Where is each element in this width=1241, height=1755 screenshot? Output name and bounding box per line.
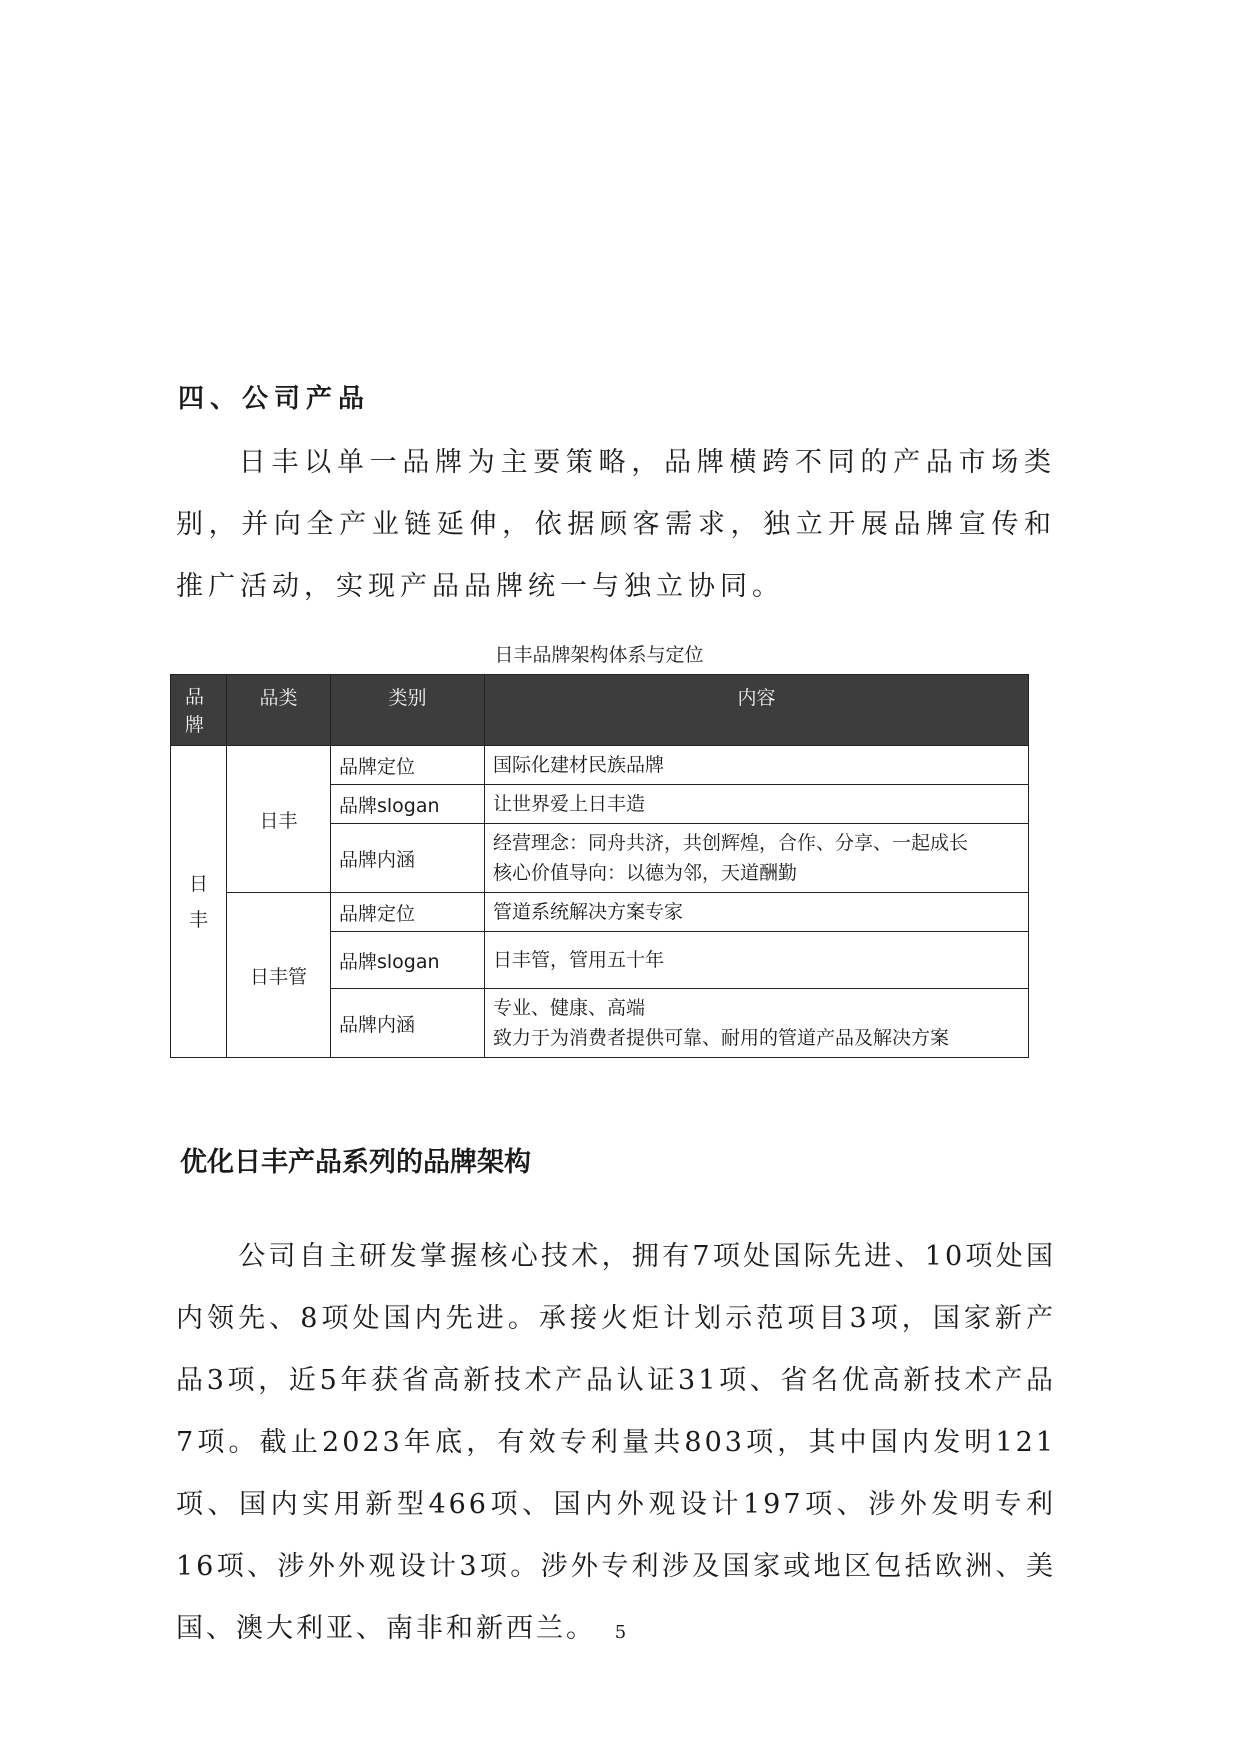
kind-cell: 品牌定位 — [331, 746, 485, 785]
table-row — [171, 893, 1029, 932]
content-line: 管道系统解决方案专家 — [493, 901, 684, 923]
intro-paragraph — [176, 432, 1056, 618]
content-cell — [485, 785, 1029, 824]
kind-cell: 品牌内涵 — [331, 824, 485, 893]
category-cell: 日丰管 — [227, 893, 331, 1058]
header-brand-line1: 品 — [185, 686, 205, 708]
brand-cell-line1: 日 — [189, 872, 209, 895]
content-line: 国际化建材民族品牌 — [493, 754, 665, 776]
section-heading: 四、公司产品 — [178, 384, 371, 414]
kind-cell: 品牌定位 — [331, 893, 485, 932]
content-line: 让世界爱上日丰造 — [493, 793, 646, 815]
content-line: 日丰管，管用五十年 — [493, 949, 665, 971]
table-row — [171, 746, 1029, 785]
content-cell — [485, 824, 1029, 893]
content-cell — [485, 989, 1029, 1058]
table-header-row — [171, 675, 1029, 746]
kind-cell: 品牌slogan — [331, 785, 485, 824]
content-cell — [485, 893, 1029, 932]
content-line: 致力于为消费者提供可靠、耐用的管道产品及解决方案 — [493, 1027, 950, 1049]
table-caption: 日丰品牌架构体系与定位 — [494, 644, 704, 666]
header-brand — [171, 675, 227, 746]
header-content: 内容 — [485, 675, 1029, 746]
content-line: 经营理念：同舟共济，共创辉煌，合作、分享、一起成长 — [493, 832, 969, 854]
brand-cell-line2: 丰 — [189, 908, 209, 931]
intro-text: 日丰以单一品牌为主要策略，品牌横跨不同的产品市场类别，并向全产业链延伸，依据顾客需求，独立开展品牌宣传和推广活动，实现产品品牌统一与独立协同。 — [176, 447, 1056, 602]
body-text: 公司自主研发掌握核心技术，拥有7项处国际先进、10项处国内领先、8项处国内先进。承接火炬计划示范项目3项，国家新产品3项，近5年获省高新技术产品认证31项、省名优高新技术产品7项。截止2023年底，有效专利量共803项，其中国内发明121项、国内实用新型466项、国内外观设计197项、涉外发明专利16项、涉外外观设计3项。涉外专利涉及国家或地区包括欧洲、美国、澳大利亚、南非和新西兰。 — [176, 1241, 1056, 1644]
header-brand-line2: 牌 — [185, 714, 205, 736]
header-category: 品类 — [227, 675, 331, 746]
kind-cell: 品牌内涵 — [331, 989, 485, 1058]
category-cell: 日丰 — [227, 746, 331, 893]
brand-cell — [171, 746, 227, 1058]
content-line: 专业、健康、高端 — [493, 997, 646, 1019]
kind-cell: 品牌slogan — [331, 932, 485, 989]
brand-architecture-table — [170, 674, 1029, 1058]
page-number: 5 — [614, 1622, 627, 1643]
content-line: 核心价值导向：以德为邻，天道酬勤 — [493, 862, 798, 884]
header-kind: 类别 — [331, 675, 485, 746]
subheading: 优化日丰产品系列的品牌架构 — [180, 1147, 531, 1178]
body-paragraph — [176, 1226, 1056, 1660]
content-cell — [485, 746, 1029, 785]
content-cell — [485, 932, 1029, 989]
